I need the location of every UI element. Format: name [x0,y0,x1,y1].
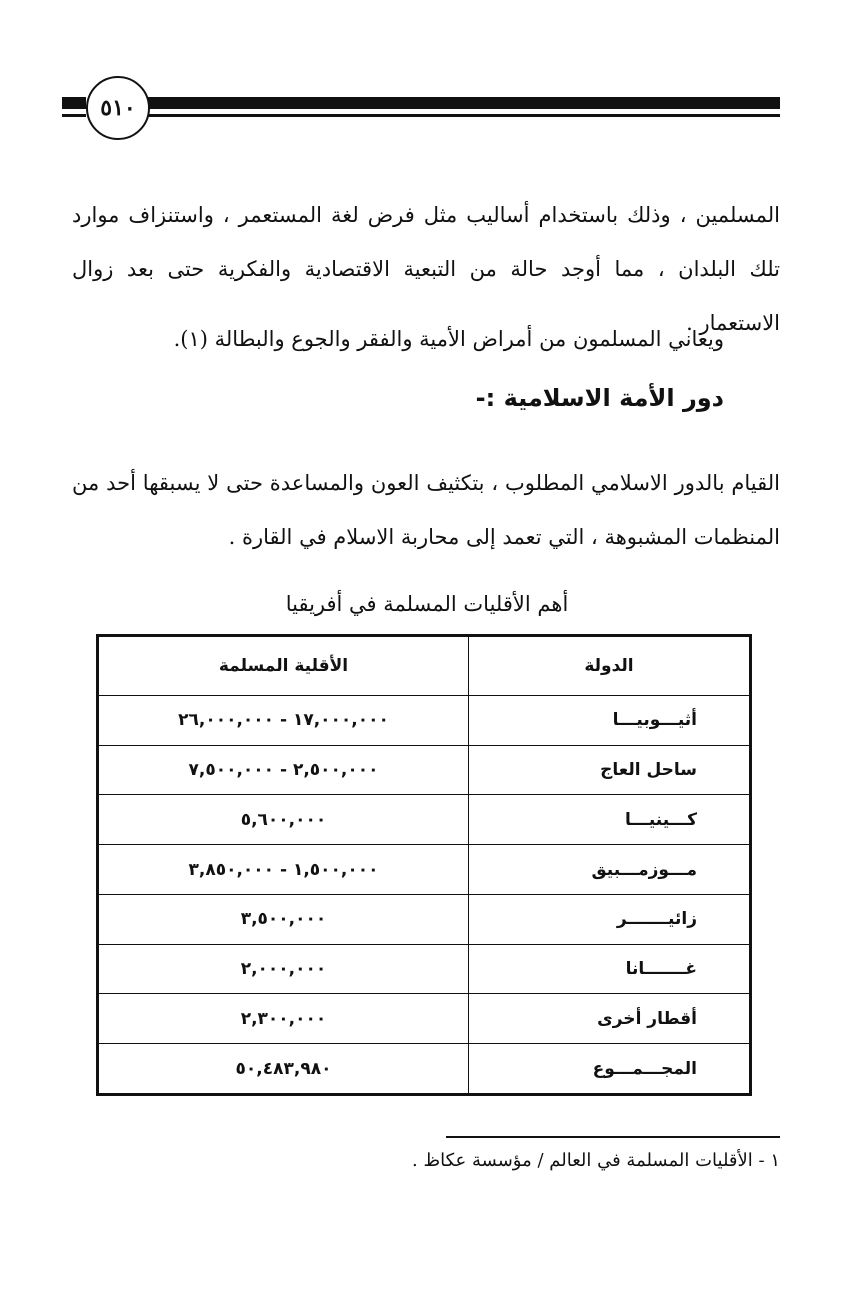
page-header [62,74,780,144]
cell-country: أقطار أخرى [469,994,751,1044]
header-country: الدولة [469,636,751,696]
table-row [98,944,751,994]
cell-country: كـــينيـــا [469,795,751,845]
cell-country: زائيـــــــر [469,894,751,944]
page-number: ٥١٠ [86,76,150,140]
paragraph-3: القيام بالدور الاسلامي المطلوب ، بتكثيف العون والمساعدة حتى لا يسبقها أحد من المنظمات المشبوهة ، التي تعمد إلى محاربة الاسلام في القارة . [72,471,780,549]
header-rule-left-thin [62,114,86,117]
cell-minority: ٢,٠٠٠,٠٠٠ [98,944,469,994]
cell-country: المجـــمـــوع [469,1044,751,1095]
table-row [98,745,751,795]
table-row-total [98,1044,751,1095]
section-heading: دور الأمة الاسلامية :- [475,384,724,412]
minorities-table [96,634,752,1096]
table-title: أهم الأقليات المسلمة في أفريقيا [285,592,569,616]
table-row [98,845,751,895]
footnote: ١ - الأقليات المسلمة في العالم / مؤسسة عكاظ . [412,1150,780,1171]
table-row [98,795,751,845]
cell-minority: ٣,٥٠٠,٠٠٠ [98,894,469,944]
table-row [98,894,751,944]
cell-country: غـــــــانا [469,944,751,994]
cell-minority: ١,٥٠٠,٠٠٠ - ٣,٨٥٠,٠٠٠ [98,845,469,895]
cell-country: ساحل العاج [469,745,751,795]
header-minority: الأقلية المسلمة [98,636,469,696]
cell-country: أثيـــوبيـــا [469,696,751,746]
cell-minority: ١٧,٠٠٠,٠٠٠ - ٢٦,٠٠٠,٠٠٠ [98,696,469,746]
cell-minority: ٢,٣٠٠,٠٠٠ [98,994,469,1044]
table-row [98,994,751,1044]
cell-country: مـــوزمـــبيق [469,845,751,895]
paragraph-2: ويعاني المسلمون من أمراض الأمية والفقر والجوع والبطالة (١). [173,327,724,351]
paragraph-1: المسلمين ، وذلك باستخدام أساليب مثل فرض لغة المستعمر ، واستنزاف موارد تلك البلدان ، مما أوجد حالة من التبعية الاقتصادية والفكرية حتى بعد زوال الاستعمار . [72,203,780,335]
cell-minority: ٢,٥٠٠,٠٠٠ - ٧,٥٠٠,٠٠٠ [98,745,469,795]
header-rule-thick [144,97,780,109]
cell-minority: ٥٠,٤٨٣,٩٨٠ [98,1044,469,1095]
header-rule-left-thick [62,97,86,109]
table-header-row [98,636,751,696]
cell-minority: ٥,٦٠٠,٠٠٠ [98,795,469,845]
table-row [98,696,751,746]
header-rule-thin [144,114,780,117]
footnote-divider [446,1136,780,1138]
